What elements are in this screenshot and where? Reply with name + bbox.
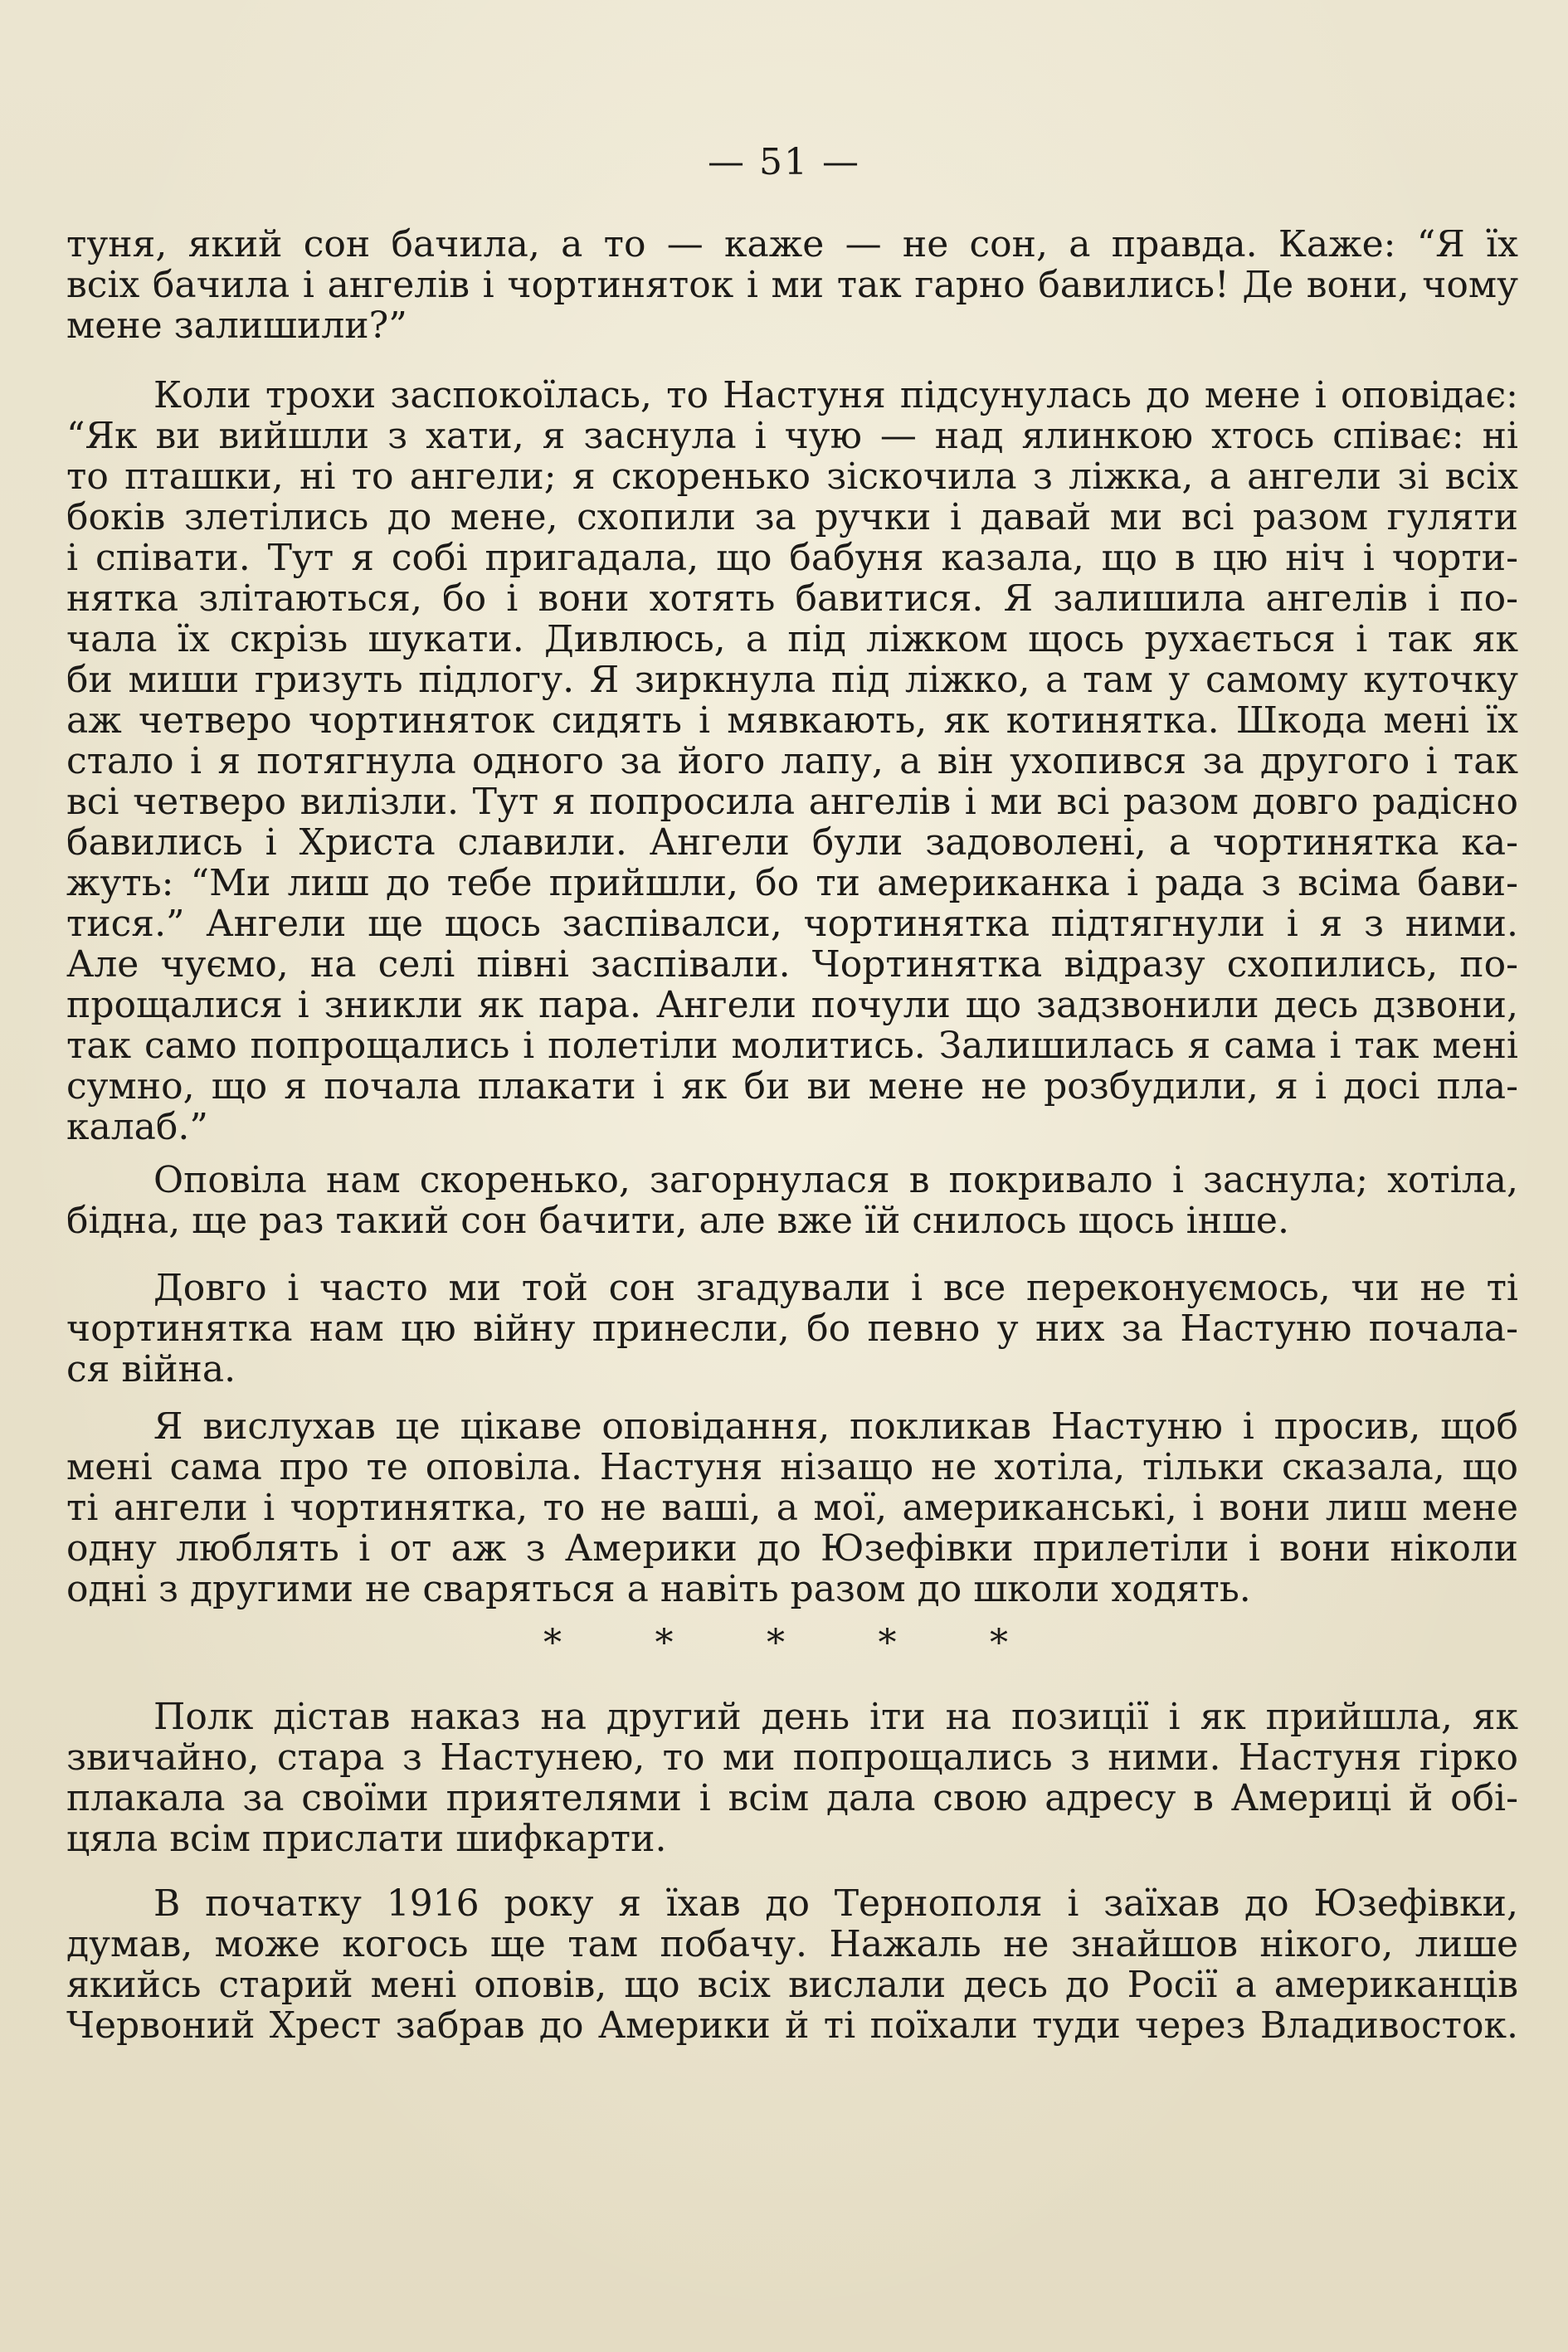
text-line: ся війна. bbox=[66, 1348, 236, 1390]
text-line: Оповіла нам скоренько, загорнулася в покривало і заснула; хотіла, bbox=[153, 1159, 1518, 1201]
paragraph-6 bbox=[66, 1697, 1518, 1859]
text-line: чала їх скрізь шукати. Дивлюсь, а під ліжком щось рухається і так як bbox=[66, 618, 1518, 660]
text-line: цяла всім прислати шифкарти. bbox=[66, 1818, 667, 1860]
text-line: Довго і часто ми той сон згадували і все переконуємось, чи не ті bbox=[153, 1267, 1518, 1309]
text-line: Коли трохи заспокоїлась, то Настуня підсунулась до мене і оповідає: bbox=[153, 374, 1518, 416]
text-line: би миши гризуть підлогу. Я зиркнула під ліжко, а там у самому куточку bbox=[66, 659, 1518, 701]
paragraph-4 bbox=[66, 1268, 1518, 1390]
text-line: плакала за своїми приятелями і всім дала свою адресу в Америці й обі- bbox=[66, 1777, 1518, 1819]
text-line: мене залишили?” bbox=[66, 304, 407, 347]
text-line: одні з другими не сваряться а навіть разом до школи ходять. bbox=[66, 1568, 1251, 1610]
text-line: аж четверо чортиняток сидять і мявкають, як котинятка. Шкода мені їх bbox=[66, 699, 1518, 742]
text-line: туня, який сон бачила, а то — каже — не сон, а правда. Каже: “Я їх bbox=[66, 223, 1518, 265]
text-line: прощалися і зникли як пара. Ангели почули що задзвонили десь дзвони, bbox=[66, 984, 1518, 1026]
section-separator bbox=[543, 1622, 1008, 1664]
text-line: так само попрощались і полетіли молитись. Залишилась я сама і так мені bbox=[66, 1025, 1518, 1067]
paragraph-2 bbox=[66, 375, 1518, 1147]
text-line: боків злетілись до мене, схопили за ручки і давай ми всі разом гуляти bbox=[66, 496, 1518, 538]
text-line: “Як ви вийшли з хати, я заснула і чую — над ялинкою хтось співає: ні bbox=[66, 415, 1518, 457]
separator-asterisk: * bbox=[990, 1622, 1008, 1664]
text-line: то пташки, ні то ангели; я скоренько зіскочила з ліжка, а ангели зі всіх bbox=[66, 455, 1518, 498]
text-line: бідна, ще раз такий сон бачити, але вже їй снилось щось інше. bbox=[66, 1200, 1289, 1242]
separator-asterisk: * bbox=[767, 1622, 785, 1664]
page-number: — 51 — bbox=[708, 141, 860, 183]
paragraph-1 bbox=[66, 224, 1518, 346]
text-line: якийсь старий мені оповів, що всіх вислали десь до Росії а американців bbox=[66, 1964, 1518, 2006]
text-line: ті ангели і чортинятка, то не ваші, а мої, американські, і вони лиш мене bbox=[66, 1487, 1518, 1529]
text-line: В початку 1916 року я їхав до Тернополя і заїхав до Юзефівки, bbox=[153, 1882, 1518, 1925]
text-line: мені сама про те оповіла. Настуня нізащо не хотіла, тільки сказала, що bbox=[66, 1446, 1518, 1488]
text-line: чортинятка нам цю війну принесли, бо певно у них за Настуню почала- bbox=[66, 1307, 1518, 1350]
text-line: нятка злітаються, бо і вони хотять бавитися. Я залишила ангелів і по- bbox=[66, 577, 1518, 620]
paragraph-3 bbox=[66, 1160, 1518, 1241]
text-line: одну люблять і от аж з Америки до Юзефівки прилетіли і вони ніколи bbox=[66, 1527, 1518, 1570]
text-line: жуть: “Ми лиш до тебе прийшли, бо ти американка і рада з всіма бави- bbox=[66, 862, 1518, 904]
text-line: калаб.” bbox=[66, 1106, 208, 1148]
text-line: всіх бачила і ангелів і чортиняток і ми так гарно бавились! Де вони, чому bbox=[66, 264, 1518, 306]
text-line: Червоний Хрест забрав до Америки й ті поїхали туди через Владивосток. bbox=[66, 2004, 1518, 2047]
text-line: звичайно, стара з Настунею, то ми попрощались з ними. Настуня гірко bbox=[66, 1736, 1518, 1779]
text-line: бавились і Христа славили. Ангели були задоволені, а чортинятка ка- bbox=[66, 821, 1518, 864]
text-line: сумно, що я почала плакати і як би ви мене не розбудили, я і досі пла- bbox=[66, 1065, 1518, 1108]
paragraph-7 bbox=[66, 1883, 1518, 2046]
text-line: Але чуємо, на селі півні заспівали. Чортинятка відразу схопились, по- bbox=[66, 943, 1518, 986]
text-line: і співати. Тут я собі пригадала, що бабуня казала, що в цю ніч і чорти- bbox=[66, 537, 1518, 579]
text-line: тися.” Ангели ще щось заспівалси, чортинятка підтягнули і я з ними. bbox=[66, 903, 1518, 945]
text-line: Я вислухав це цікаве оповідання, покликав Настуню і просив, щоб bbox=[153, 1405, 1518, 1448]
separator-asterisk: * bbox=[543, 1622, 562, 1664]
paragraph-5 bbox=[66, 1406, 1518, 1609]
text-line: стало і я потягнула одного за його лапу, а він ухопився за другого і так bbox=[66, 740, 1518, 782]
text-line: всі четверо вилізли. Тут я попросила ангелів і ми всі разом довго радісно bbox=[66, 781, 1518, 823]
separator-asterisk: * bbox=[878, 1622, 897, 1664]
separator-asterisk: * bbox=[655, 1622, 674, 1664]
text-line: Полк дістав наказ на другий день іти на позиції і як прийшла, як bbox=[153, 1696, 1518, 1738]
text-line: думав, може когось ще там побачу. Нажаль не знайшов нікого, лише bbox=[66, 1923, 1518, 1965]
